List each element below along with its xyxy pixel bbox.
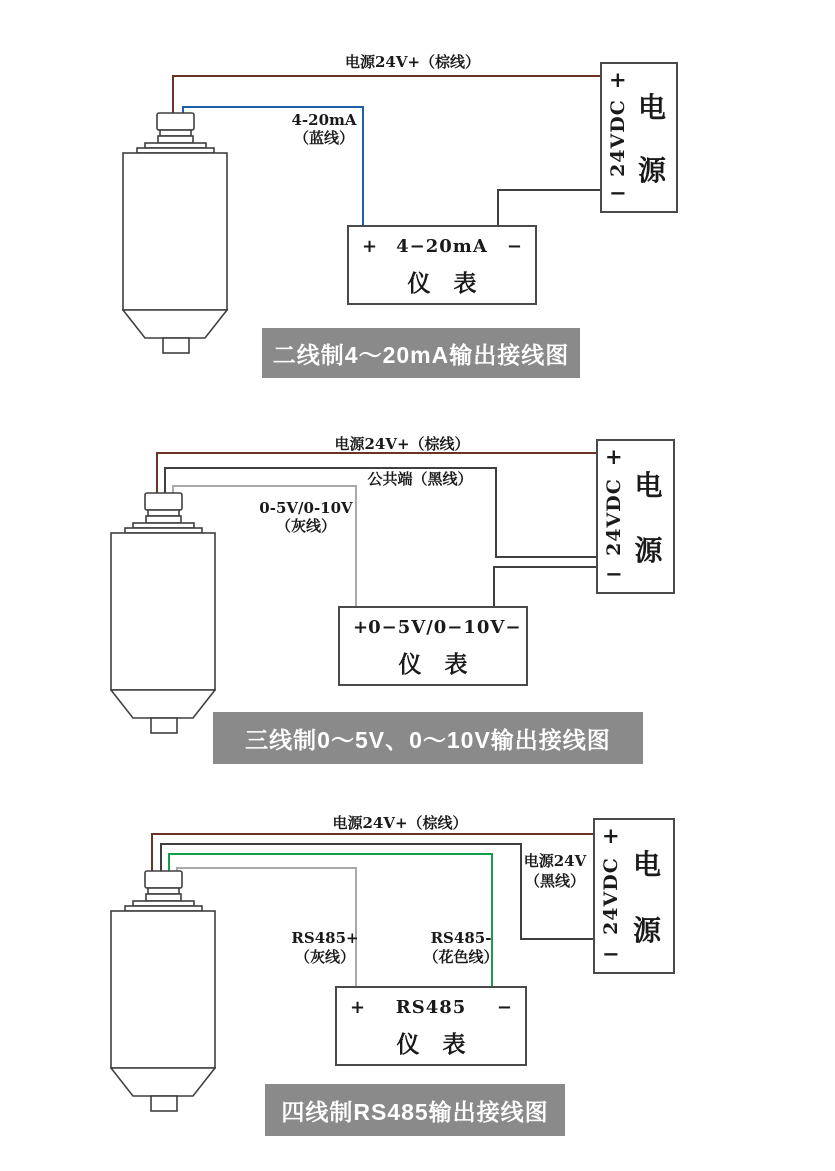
wire-label-power: 电源24V+（棕线） (334, 435, 470, 453)
psu-rating-label: 24VDC (603, 477, 625, 556)
wire-psu-minus (497, 189, 499, 226)
meter-name-label: 仪 表 (396, 1031, 466, 1058)
meter-box (338, 606, 528, 686)
wire-power-negative (520, 938, 595, 940)
wire-label-rs485-a-line1: RS485+ (291, 929, 359, 947)
psu-name-char: 电 (634, 468, 663, 502)
wire-power-positive (151, 834, 153, 872)
wire-label-rs485-a-line2: （灰线） (294, 948, 355, 966)
psu-name-char: 源 (632, 914, 661, 947)
wire-power-positive (172, 76, 174, 114)
wire-label-common: 公共端（黑线） (367, 470, 473, 488)
meter-name-label: 仪 表 (407, 270, 477, 297)
meter-name-label: 仪 表 (398, 651, 468, 678)
wire-rs485-a (176, 867, 357, 869)
meter-minus-terminal: − (506, 236, 522, 257)
wire-power-positive (151, 833, 595, 835)
wire-label-power-negative-line2: （黑线） (524, 872, 585, 890)
wire-meter-minus (493, 566, 598, 568)
power-supply-box (600, 62, 678, 213)
wire-label-signal-line1: 0-5V/0-10V (259, 499, 353, 517)
wire-label-signal-line2: （蓝线） (293, 129, 354, 147)
psu-minus-terminal: − (609, 180, 627, 205)
wire-label-signal-line2: （灰线） (275, 517, 336, 535)
wire-label-signal (258, 499, 354, 535)
meter-minus-terminal: − (505, 617, 521, 638)
psu-plus-terminal: + (602, 823, 620, 848)
wire-psu-minus (497, 189, 602, 191)
meter-range-label: 0−5V/0−10V (368, 617, 506, 638)
meter-plus-terminal: + (362, 236, 378, 257)
wire-label-rs485-a (275, 929, 375, 967)
wire-label-rs485-b (411, 929, 511, 967)
psu-name-char: 源 (637, 154, 666, 188)
psu-plus-terminal: + (609, 67, 627, 92)
psu-name-char: 源 (634, 534, 663, 568)
psu-rating-label: 24VDC (607, 98, 629, 177)
caption-three-wire: 三线制0～5V、0～10V输出接线图 (213, 712, 643, 764)
meter-plus-terminal: + (350, 997, 366, 1018)
psu-name-char: 电 (637, 90, 666, 124)
psu-plus-terminal: + (605, 444, 623, 469)
caption-two-wire: 二线制4～20mA输出接线图 (262, 328, 580, 378)
wire-power-negative (160, 843, 522, 845)
meter-box (335, 986, 527, 1066)
wire-signal-gray (172, 485, 357, 487)
wire-common-black (164, 468, 166, 493)
wire-meter-minus (493, 566, 495, 607)
wire-rs485-a (355, 867, 357, 987)
wire-label-signal (284, 111, 364, 147)
wire-label-power: 电源24V+（棕线） (344, 53, 481, 71)
power-supply-box (593, 818, 675, 974)
wire-common-black (495, 467, 497, 558)
pressure-sensor-illustration (110, 870, 216, 1112)
power-supply-box (596, 439, 675, 594)
psu-rating-label: 24VDC (600, 857, 622, 935)
wire-label-power-negative-line1: 电源24V (523, 852, 587, 870)
psu-minus-terminal: − (605, 561, 623, 586)
wire-label-rs485-b-line2: （花色线） (423, 948, 499, 966)
meter-box (347, 225, 537, 305)
wire-label-power: 电源24V+（棕线） (332, 814, 468, 832)
wire-signal-gray (355, 485, 357, 607)
psu-minus-terminal: − (602, 941, 620, 966)
wire-power-positive (156, 453, 158, 493)
wire-signal-blue (182, 106, 364, 108)
meter-minus-terminal: − (496, 997, 512, 1018)
meter-range-label: 4−20mA (396, 236, 488, 257)
meter-range-label: RS485 (395, 997, 467, 1018)
wire-label-power-negative (520, 851, 590, 891)
wire-common-black (495, 556, 598, 558)
wire-label-signal-line1: 4-20mA (291, 111, 357, 129)
meter-plus-terminal: + (353, 617, 369, 638)
pressure-sensor-illustration (110, 492, 216, 734)
wire-label-rs485-b-line1: RS485- (430, 929, 492, 947)
wire-power-negative (160, 844, 162, 872)
pressure-sensor-illustration (122, 112, 228, 354)
wire-power-positive (172, 75, 602, 77)
caption-four-wire: 四线制RS485输出接线图 (265, 1084, 565, 1136)
wire-rs485-b (168, 853, 493, 855)
psu-name-char: 电 (632, 848, 661, 881)
wire-common-black (164, 467, 497, 469)
